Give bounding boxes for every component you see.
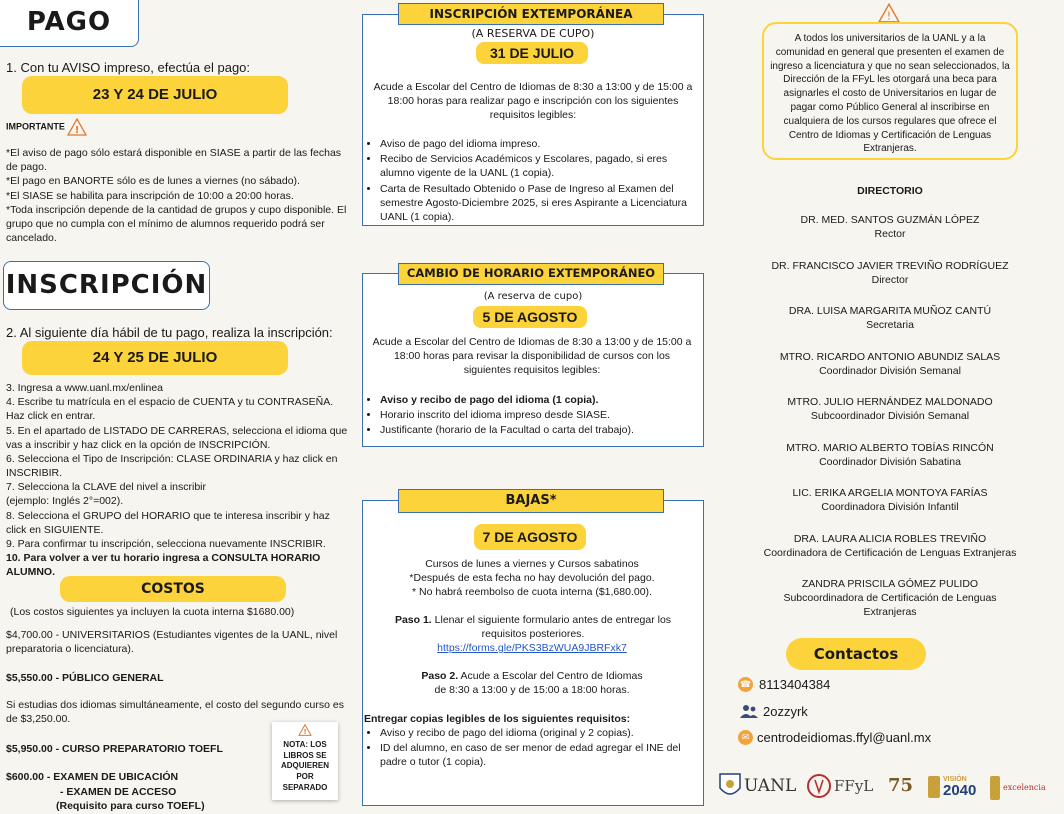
- directorio-entry: MTRO. MARIO ALBERTO TOBÍAS RINCÓN Coordinador División Sabatina: [786, 441, 994, 468]
- req-item: • Carta de Resultado Obtenido o Pase de Ingreso al Examen del semestre Agosto-Diciembre 2025, si eres Aspirante a Licenciatura UANL (1 copia).: [380, 182, 700, 225]
- req-item: • Aviso y recibo de pago del idioma (1 copia).: [380, 393, 700, 407]
- pago-title: PAGO: [0, 0, 139, 47]
- directorio-entry: LIC. ERIKA ARGELIA MONTOYA FARÍAS Coordinadora División Infantil: [792, 487, 988, 514]
- bajas-date: 7 DE AGOSTO: [474, 524, 586, 550]
- directorio-entry: DR. FRANCISCO JAVIER TREVIÑO RODRÍGUEZ Director: [771, 259, 1009, 286]
- costo-toefl-req: (Requisito para curso TOEFL): [56, 800, 205, 812]
- bajas-line: *Después de esta fecha no hay devolución del pago.: [409, 572, 655, 585]
- svg-text:!: !: [75, 125, 80, 136]
- costos-pill: COSTOS: [60, 576, 286, 602]
- beca-box: A todos los universitarios de la UANL y a la comunidad en general que presenten el examen de ingreso a licenciatura y que no sean seleccionados, la Dirección de la FFyL les otorgará una beca para asignarles el costo de Universitarios en lugar de pagar como Público General al inscribirse en cualquiera de los cursos regulares que ofrece el Centro de Idiomas y Certificación de Lenguas Extranjeras.: [762, 22, 1018, 160]
- vision-emblem-icon: [928, 776, 940, 798]
- costo-toefl: $5,950.00 - CURSO PREPARATORIO TOEFL: [6, 743, 223, 755]
- svg-text:!: !: [886, 9, 892, 23]
- extemporanea-reqs: [366, 137, 700, 225]
- pago-dates-pill: 23 Y 24 DE JULIO: [22, 76, 288, 114]
- contact-email[interactable]: ✉ centrodeidiomas.ffyl@uanl.mx: [738, 729, 931, 747]
- cambio-date: 5 DE AGOSTO: [473, 306, 587, 328]
- directorio-entry: DRA. LAURA ALICIA ROBLES TREVIÑO Coordinadora de Certificación de Lenguas Extranjeras: [763, 532, 1017, 559]
- directorio-list: [730, 213, 1050, 620]
- bajas-info: [362, 557, 702, 600]
- books-note: ! NOTA: LOS LIBROS SE ADQUIEREN POR SEPARADO: [272, 722, 338, 800]
- cambio-body: Acude a Escolar del Centro de Idiomas de 8:30 a 13:00 y de 15:00 a 18:00 horas para revisar la disponibilidad de cursos con los siguientes requisitos legibles:: [372, 336, 692, 377]
- extemporanea-tag: INSCRIPCIÓN EXTEMPORÁNEA: [398, 3, 664, 25]
- contact-social[interactable]: 2ozzyrk: [740, 703, 808, 721]
- excelencia-emblem-icon: [990, 776, 1000, 800]
- costo-acceso: - EXAMEN DE ACCESO: [60, 786, 177, 798]
- uanl-shield-icon: [718, 772, 742, 800]
- svg-text:!: !: [303, 728, 307, 736]
- cambio-sub: (A reserva de cupo): [483, 291, 583, 302]
- logo-vision-2040: VISIÓN 2040: [928, 776, 976, 798]
- cambio-tag: CAMBIO DE HORARIO EXTEMPORÁNEO: [398, 263, 664, 285]
- req-item: • Horario inscrito del idioma impreso desde SIASE.: [380, 408, 700, 422]
- inscripcion-step: 9. Para confirmar tu inscripción, selecciona nuevamente INSCRIBIR.: [6, 537, 326, 550]
- inscripcion-steps: [6, 381, 350, 579]
- warning-icon: [878, 3, 900, 23]
- email-icon: ✉: [738, 730, 753, 745]
- directorio-title: DIRECTORIO: [857, 185, 923, 197]
- req-item: • Aviso de pago del idioma impreso.: [380, 137, 700, 151]
- req-item: • Recibo de Servicios Académicos y Escolares, pagado, si eres alumno vigente de la UANL (1 copia).: [380, 152, 700, 180]
- warning-icon: [67, 118, 87, 136]
- inscripcion-step: 6. Selecciona el Tipo de Inscripción: CLASE ORDINARIA y haz click en INSCRIBIR.: [6, 452, 338, 480]
- req-item: • ID del alumno, en caso de ser menor de edad agregar el INE del padre o tutor (1 copia).: [380, 741, 700, 769]
- directorio-entry: ZANDRA PRISCILA GÓMEZ PULIDO Subcoordinadora de Certificación de Lenguas Extranjeras: [783, 578, 997, 619]
- pago-step1: 1. Con tu AVISO impreso, efectúa el pago:: [6, 60, 251, 75]
- pago-note: *El pago en BANORTE sólo es de lunes a viernes (no sábado).: [6, 175, 300, 188]
- important-label: IMPORTANTE !: [6, 118, 87, 136]
- logo-uanl: UANL: [718, 772, 796, 800]
- directorio-entry: DR. MED. SANTOS GUZMÁN LÓPEZ Rector: [800, 214, 980, 241]
- inscripcion-step: (ejemplo: Inglés 2°=002).: [6, 495, 124, 508]
- logo-excelencia: excelencia: [990, 776, 1046, 800]
- costo-ubicacion: $600.00 - EXAMEN DE UBICACIÓN: [6, 771, 179, 783]
- pago-note: *Toda inscripción depende de la cantidad de grupos y cupo disponible. El grupo que no cumpla con el mínimo de alumnos requerido podrá ser cancelado.: [6, 203, 347, 245]
- costo-publico: $5,550.00 - PÚBLICO GENERAL: [6, 672, 164, 684]
- pago-note: *El aviso de pago sólo estará disponible en SIASE a partir de las fechas de pago.: [6, 147, 342, 174]
- inscripcion-step2: 2. Al siguiente día hábil de tu pago, realiza la inscripción:: [6, 325, 333, 340]
- inscripcion-step: 4. Escribe tu matrícula en el espacio de CUENTA y tu CONTRASEÑA. Haz click en entrar.: [6, 396, 334, 423]
- contact-phone[interactable]: ☎ 8113404384: [739, 677, 831, 692]
- extemporanea-body: Acude a Escolar del Centro de Idiomas de 8:30 a 13:00 y de 15:00 a 18:00 horas para realizar pago e inscripción con los siguientes requisitos legibles:: [373, 81, 693, 122]
- pago-note: *El SIASE se habilita para inscripción de 10:00 a 20:00 horas.: [6, 189, 294, 202]
- bajas-link-wrap: [362, 641, 702, 655]
- contactos-pill: Contactos: [786, 638, 926, 670]
- extemporanea-sub: (A RESERVA DE CUPO): [471, 27, 595, 40]
- ffyl-emblem-icon: [806, 772, 832, 800]
- inscripcion-title: INSCRIPCIÓN: [3, 261, 210, 310]
- inscripcion-step: 5. En el apartado de LISTADO DE CARRERAS, selecciona el idioma que vas a inscribir y haz click en la opción de INSCRIPCIÓN.: [6, 424, 348, 451]
- bajas-form-link[interactable]: https://forms.gle/PKS3BzWUA9JBRFxk7: [437, 642, 627, 654]
- bajas-tag: BAJAS*: [398, 489, 664, 513]
- logo-ffyl: FFyL: [806, 772, 873, 800]
- extemporanea-date: 31 DE JULIO: [476, 42, 588, 64]
- bajas-paso1: Paso 1. Llenar el siguiente formulario antes de entregar los requisitos posteriores.: [394, 614, 672, 641]
- warning-icon: [298, 724, 312, 736]
- req-item: • Aviso y recibo de pago del idioma (original y 2 copias).: [380, 726, 700, 740]
- bajas-copias: [366, 726, 700, 771]
- costo-dos-idiomas: Si estudias dos idiomas simultáneamente, el costo del segundo curso es de $3,250.00.: [6, 699, 344, 726]
- bajas-paso2: Paso 2. Acude a Escolar del Centro de Idiomas de 8:30 a 13:00 y de 15:00 a 18:00 horas.: [421, 670, 643, 697]
- inscripcion-dates-pill: 24 Y 25 DE JULIO: [22, 341, 288, 375]
- inscripcion-step: 3. Ingresa a www.uanl.mx/enlinea: [6, 382, 164, 394]
- directorio-entry: DRA. LUISA MARGARITA MUÑOZ CANTÚ Secretaria: [788, 305, 992, 332]
- users-icon: [740, 704, 758, 719]
- phone-icon: ☎: [738, 677, 753, 692]
- costos-intro: (Los costos siguientes ya incluyen la cuota interna $1680.00): [10, 606, 295, 618]
- logo-anniversary: 75: [888, 775, 914, 796]
- bajas-line: Cursos de lunes a viernes y Cursos sabatinos: [425, 558, 639, 570]
- bajas-line: * No habrá reembolso de cuota interna ($1,680.00).: [412, 586, 652, 599]
- inscripcion-step: 7. Selecciona la CLAVE del nivel a inscribir: [6, 481, 206, 494]
- pago-notes: [6, 146, 350, 245]
- req-item: • Justificante (horario de la Facultad o carta del trabajo).: [380, 423, 700, 437]
- inscripcion-step: 8. Selecciona el GRUPO del HORARIO que te interesa inscribir y haz click en SIGUIENTE.: [6, 509, 330, 536]
- directorio-entry: MTRO. JULIO HERNÁNDEZ MALDONADO Subcoordinador División Semanal: [787, 396, 993, 423]
- cambio-reqs: [366, 393, 700, 439]
- directorio-entry: MTRO. RICARDO ANTONIO ABUNDIZ SALAS Coordinador División Semanal: [779, 350, 1001, 377]
- inscripcion-step: 10. Para volver a ver tu horario ingresa a CONSULTA HORARIO ALUMNO.: [6, 552, 321, 579]
- costo-universitarios: $4,700.00 - UNIVERSITARIOS (Estudiantes vigentes de la UANL, nivel preparatoria o licenciatura).: [6, 629, 338, 656]
- bajas-copias-title: Entregar copias legibles de los siguientes requisitos:: [364, 713, 631, 725]
